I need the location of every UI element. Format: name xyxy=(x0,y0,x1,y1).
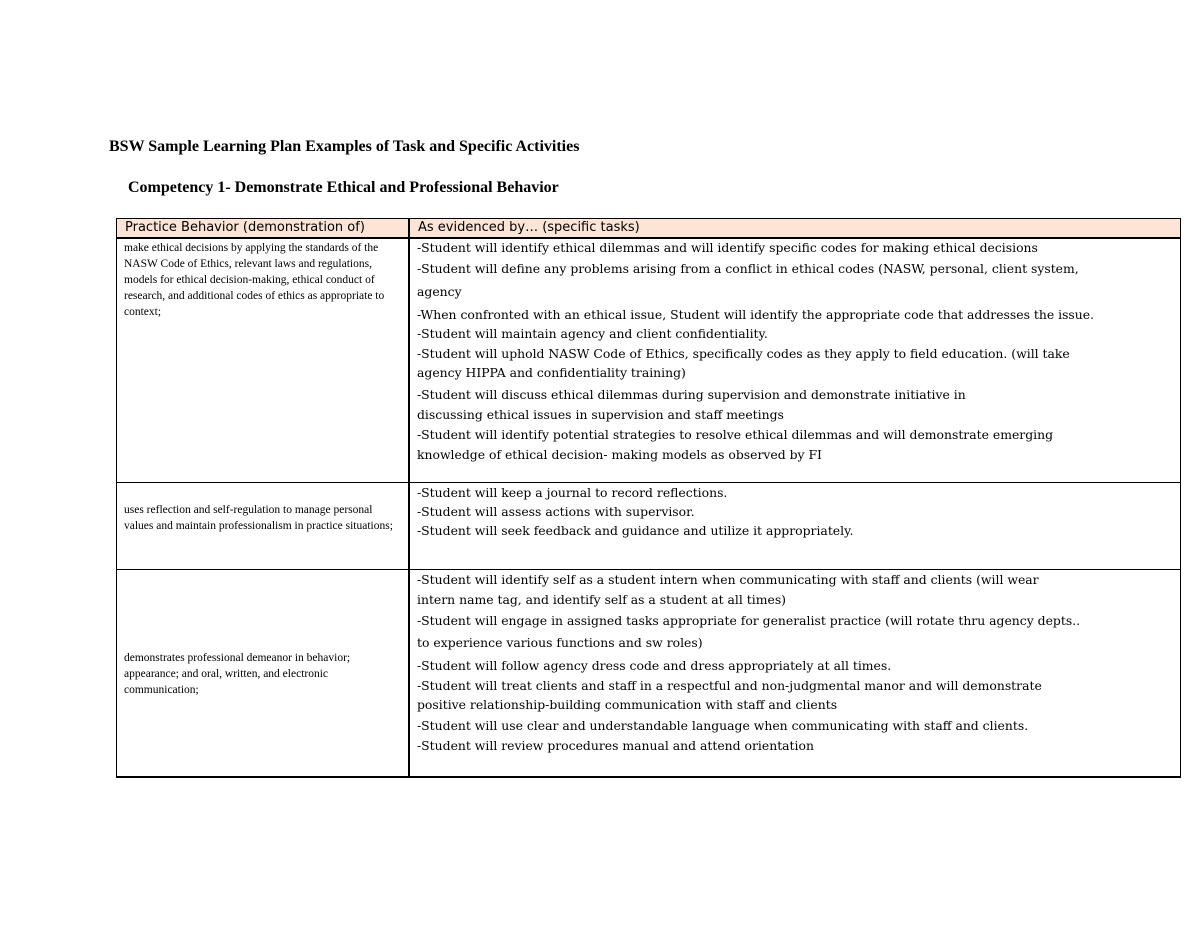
header-divider xyxy=(116,237,1181,239)
row-divider xyxy=(116,569,1181,570)
table-left-border xyxy=(116,218,117,778)
table-header-row xyxy=(116,218,1181,238)
column-divider xyxy=(408,218,410,778)
task-line: knowledge of ethical decision- making models as observed by FI xyxy=(417,447,822,462)
table-right-border xyxy=(1180,218,1181,778)
task-line: -Student will review procedures manual and attend orientation xyxy=(417,738,814,753)
table-row-behavior: demonstrates professional demeanor in behavior; appearance; and oral, written, and electronic communication; xyxy=(124,652,351,696)
row-divider xyxy=(116,482,1181,483)
task-line: agency HIPPA and confidentiality training) xyxy=(417,365,686,380)
task-line: -Student will seek feedback and guidance and utilize it appropriately. xyxy=(417,523,854,538)
task-line: -Student will keep a journal to record reflections. xyxy=(417,485,728,500)
task-line: intern name tag, and identify self as a student at all times) xyxy=(417,592,787,607)
document-title: BSW Sample Learning Plan Examples of Task and Specific Activities xyxy=(109,138,580,155)
task-line: -Student will discuss ethical dilemmas during supervision and demonstrate initiative in xyxy=(417,387,966,402)
task-line: positive relationship-building communication with staff and clients xyxy=(417,697,838,712)
competency-heading: Competency 1- Demonstrate Ethical and Professional Behavior xyxy=(128,179,559,196)
task-line: -Student will identify ethical dilemmas and will identify specific codes for making ethical decisions xyxy=(417,240,1038,255)
task-line: -Student will identify potential strategies to resolve ethical dilemmas and will demonstrate emerging xyxy=(417,427,1054,442)
header-evidenced-by: As evidenced by… (specific tasks) xyxy=(418,220,640,235)
task-line: -Student will engage in assigned tasks appropriate for generalist practice (will rotate thru agency depts.. xyxy=(417,613,1081,628)
task-line: to experience various functions and sw roles) xyxy=(417,635,703,650)
task-line: -Student will uphold NASW Code of Ethics, specifically codes as they apply to field education. (will take xyxy=(417,346,1070,361)
task-line: -When confronted with an ethical issue, Student will identify the appropriate code that addresses the issue. xyxy=(417,307,1095,322)
task-line: discussing ethical issues in supervision and staff meetings xyxy=(417,407,784,422)
task-line: -Student will assess actions with supervisor. xyxy=(417,504,695,519)
task-line: -Student will define any problems arising from a conflict in ethical codes (NASW, personal, client system, xyxy=(417,261,1079,276)
table-row-behavior: uses reflection and self-regulation to manage personal values and maintain professionalism in practice situations; xyxy=(124,504,393,532)
task-line: agency xyxy=(417,284,462,299)
learning-plan-table xyxy=(116,218,1181,778)
table-row-behavior: make ethical decisions by applying the standards of the NASW Code of Ethics, relevant laws and regulations, models for ethical decision-making, ethical conduct of research, and additional codes of ethics as appropriate to context; xyxy=(124,242,385,318)
header-practice-behavior: Practice Behavior (demonstration of) xyxy=(125,220,365,235)
task-line: -Student will identify self as a student intern when communicating with staff and clients (will wear xyxy=(417,572,1039,587)
task-line: -Student will maintain agency and client confidentiality. xyxy=(417,326,768,341)
table-bottom-border xyxy=(116,776,1181,778)
task-line: -Student will treat clients and staff in a respectful and non-judgmental manor and will demonstrate xyxy=(417,678,1042,693)
task-line: -Student will use clear and understandable language when communicating with staff and clients. xyxy=(417,718,1029,733)
task-line: -Student will follow agency dress code and dress appropriately at all times. xyxy=(417,658,892,673)
